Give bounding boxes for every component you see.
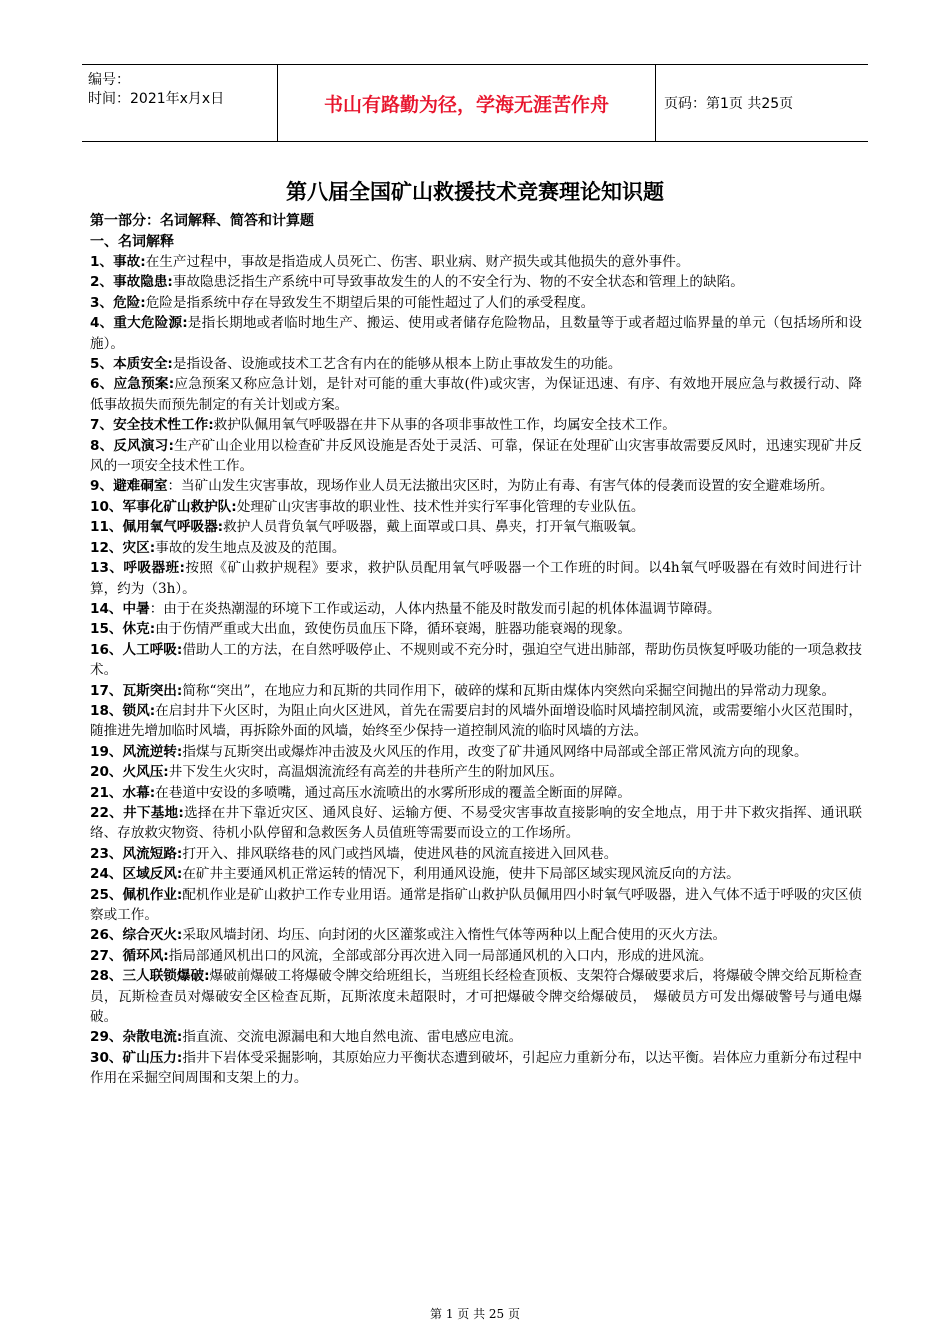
definition-item [90,354,862,374]
definition-number: 26、 [90,927,123,944]
header-meta [82,65,278,141]
definition-text: 简称“突出”，在地应力和瓦斯的共同作用下，破碎的煤和瓦斯由煤体内突然向采掘空间抛出的异常动力现象。 [182,682,836,699]
definition-term: 佩用氧气呼吸器: [122,519,224,536]
header-page-info: 页码：第1页 共25页 [664,96,794,112]
definition-item [90,681,862,701]
page-footer: 第 1 页 共 25 页 [430,1307,520,1321]
definition-number: 10、 [90,498,123,515]
definition-item [90,558,862,599]
definition-item [90,1027,862,1047]
part-heading: 第一部分：名词解释、简答和计算题 [90,213,314,229]
definition-text: 打开入、排风联络巷的风门或挡风墙，使进风巷的风流直接进入回风巷。 [182,845,618,862]
definition-number: 16、 [90,641,123,658]
definition-text: 在生产过程中，事故是指造成人员死亡、伤害、职业病、财产损失或其他损失的意外事件。 [145,254,690,270]
definition-term: 火风压: [122,764,169,781]
definition-item [90,415,862,435]
definition-item [90,803,862,844]
definition-text: 选择在井下靠近灾区、通风良好、运输方便、不易受灾害事故直接影响的安全地点，用于井下救灾指挥、通讯联络、存放救灾物资、待机小队停留和急救医务人员值班等需要而设立的工作场所。 [90,804,863,842]
definition-item [90,293,862,313]
definition-term: 重大危险源: [113,315,188,332]
definition-text: 采取风墙封闭、均压、向封闭的火区灌浆或注入惰性气体等两种以上配合使用的灭火方法。 [182,927,727,944]
definition-text: 是指长期地或者临时地生产、搬运、使用或者储存危险物品，且数量等于或者超过临界量的单元（包括场所和设施）。 [90,315,862,352]
definition-number: 28、 [90,968,123,985]
definition-number: 2、 [90,274,114,291]
definition-text: 在矿井主要通风机正常运转的情况下，利用通风设施，使井下局部区域实现风流反向的方法。 [182,866,740,883]
definition-number: 19、 [90,743,123,760]
definition-item [90,885,862,926]
definition-term: 中暑 [122,600,150,617]
definition-number: 12、 [90,539,123,556]
definition-term: 井下基地: [123,804,184,821]
number-label: 编号： [88,72,130,88]
definition-number: 9、 [90,478,114,495]
definition-term: 应急预案: [113,376,175,393]
definition-term: 避难硐室 [113,478,168,495]
definition-number: 24、 [90,866,123,883]
header-motto: 书山有路勤为径，学海无涯苦作舟 [323,93,609,116]
definition-item [90,640,862,681]
definition-text: 指局部通风机出口的风流，全部或部分再次进入同一局部通风机的入口内，形成的进风流。 [168,947,713,964]
definition-term: 呼吸器班: [123,560,185,577]
definition-number: 1、 [90,254,114,270]
definition-text: 应急预案又称应急计划，是针对可能的重大事故(件)或灾害，为保证迅速、有序、有效地开展应急与救援行动、降低事故损失而预先制定的有关计划或方案。 [90,376,862,413]
definition-term: 军事化矿山救护队: [122,498,237,515]
definition-number: 14、 [90,600,123,617]
definition-term: 休克: [122,621,156,638]
definition-term: 水幕: [122,784,156,801]
definition-number: 21、 [90,784,123,801]
definition-number: 23、 [90,845,123,862]
definition-number: 11、 [90,519,123,536]
definition-list [90,252,862,1089]
definition-term: 风流逆转: [122,743,183,760]
definition-text: 指煤与瓦斯突出或爆炸冲击波及火风压的作用，改变了矿井通风网络中局部或全部正常风流方向的现象。 [182,743,808,760]
definition-term: 反风演习: [113,437,174,454]
definition-text: 在启封井下火区时，为阻止向火区进风，首先在需要启封的风墙外面增设临时风墙控制风流，或需要缩小火区范围时，随推进先增加临时风墙，再拆除外面的风墙，始终至少保持一道控制风流的临时风墙的方法。 [90,702,863,740]
definition-item [90,538,862,558]
definition-term: 安全技术性工作: [113,417,214,434]
definition-number: 3、 [90,294,114,311]
definition-term: 事故: [113,254,146,270]
definition-item [90,966,862,1027]
definition-item [90,252,862,272]
definition-text: 配机作业是矿山救护工作专业用语。通常是指矿山救护队员佩用四小时氧气呼吸器，进入气体不适于呼吸的灾区侦察或工作。 [90,886,863,923]
definition-item [90,925,862,945]
definition-term: 风流短路: [122,845,183,862]
definition-term: 循环风: [122,947,169,964]
definition-item [90,497,862,517]
definition-term: 危险: [113,294,146,311]
definition-number: 8、 [90,437,114,454]
definition-text: 由于伤情严重或大出血，致使伤员血压下降，循环衰竭，脏器功能衰竭的现象。 [155,621,631,638]
definition-number: 17、 [90,682,123,699]
definition-term: 本质安全: [113,356,173,373]
definition-text: 按照《矿山救护规程》要求，救护队员配用氧气呼吸器一个工作班的时间。以4h氧气呼吸器在有效时间进行计算，约为（3h）。 [90,560,863,597]
definition-text: 事故隐患泛指生产系统中可导致事故发生的人的不安全行为、物的不安全状态和管理上的缺陷。 [172,274,744,291]
definition-term: 瓦斯突出: [122,682,183,699]
definition-number: 7、 [90,417,114,434]
definition-number: 15、 [90,621,123,638]
definition-text: 指井下岩体受采掘影响，其原始应力平衡状态遭到破坏，引起应力重新分布，以达平衡。岩体应力重新分布过程中作用在采掘空间周围和支架上的力。 [90,1049,863,1087]
definition-item [90,742,862,762]
definition-text: 处理矿山灾害事故的职业性、技术性并实行军事化管理的专业队伍。 [236,498,645,515]
definition-number: 13、 [90,560,124,577]
definition-term: 事故隐患: [113,274,173,291]
definition-text: 救护队佩用氧气呼吸器在井下从事的各项非事故性工作，均属安全技术工作。 [213,417,676,434]
definition-number: 6、 [90,376,114,393]
definition-item [90,313,862,354]
definition-number: 22、 [90,804,124,821]
definition-term: 矿山压力: [122,1049,183,1066]
definition-item [90,762,862,782]
definition-item [90,1048,862,1089]
definition-item [90,783,862,803]
page-header [82,64,868,142]
definition-text: 生产矿山企业用以检查矿井反风设施是否处于灵活、可靠，保证在处理矿山灾害事故需要反风时，迅速实现矿井反风的一项安全技术性工作。 [90,437,863,475]
document-title: 第八届全国矿山救援技术竞赛理论知识题 [286,180,664,204]
definition-item [90,701,862,742]
definition-number: 18、 [90,702,123,719]
definition-term: 锁风: [122,702,156,719]
definition-term: 人工呼吸: [122,641,183,658]
definition-text: 井下发生火灾时，高温烟流流经有高差的井巷所产生的附加风压。 [168,764,563,781]
header-motto-cell [278,65,656,141]
definition-number: 25、 [90,886,123,903]
definition-text: 爆破前爆破工将爆破令牌交给班组长，当班组长经检查顶板、支架符合爆破要求后，将爆破令牌交给瓦斯检查员，瓦斯检查员对爆破安全区检查瓦斯，瓦斯浓度未超限时，才可把爆破令牌交给爆破员， 爆破员方可发出爆破警号与通电爆破。 [90,968,863,1026]
definition-text: ：由于在炎热潮湿的环境下工作或运动，人体内热量不能及时散发而引起的机体体温调节障碍。 [149,600,721,617]
definition-term: 区域反风: [122,866,183,883]
definition-item [90,599,862,619]
definition-text: 事故的发生地点及波及的范围。 [155,539,346,556]
definition-number: 5、 [90,356,114,373]
definition-text: 指直流、交流电源漏电和大地自然电流、雷电感应电流。 [182,1029,523,1046]
definition-item [90,517,862,537]
definition-term: 杂散电流: [122,1029,183,1046]
definition-item [90,374,862,415]
definition-item [90,619,862,639]
definition-number: 29、 [90,1029,123,1046]
definition-item [90,844,862,864]
section-heading: 一、名词解释 [90,234,174,250]
definition-item [90,476,862,496]
definition-text: 救护人员背负氧气呼吸器，戴上面罩或口具、鼻夹，打开氧气瓶吸氧。 [223,519,645,536]
definition-text: 在巷道中安设的多喷嘴，通过高压水流喷出的水雾所形成的覆盖全断面的屏障。 [155,784,631,801]
definition-text: 危险是指系统中存在导致发生不期望后果的可能性超过了人们的承受程度。 [145,294,595,311]
definition-number: 4、 [90,315,114,332]
definition-term: 综合灭火: [122,927,183,944]
definition-term: 佩机作业: [122,886,183,903]
definition-number: 20、 [90,764,123,781]
definition-number: 30、 [90,1049,123,1066]
definition-text: 借助人工的方法，在自然呼吸停止、不规则或不充分时，强迫空气进出肺部，帮助伤员恢复呼吸功能的一项急救技术。 [90,641,863,679]
definition-item [90,436,862,477]
definition-text: ：当矿山发生灾害事故，现场作业人员无法撤出灾区时，为防止有毒、有害气体的侵袭而设置的安全避难场所。 [167,478,834,495]
definition-item [90,272,862,292]
definition-number: 27、 [90,947,123,964]
time-label: 时间：2021年x月x日 [88,91,225,107]
definition-text: 是指设备、设施或技术工艺含有内在的能够从根本上防止事故发生的功能。 [172,356,622,373]
definition-item [90,946,862,966]
definition-item [90,864,862,884]
definition-term: 三人联锁爆破: [122,968,210,985]
definition-term: 灾区: [122,539,156,556]
